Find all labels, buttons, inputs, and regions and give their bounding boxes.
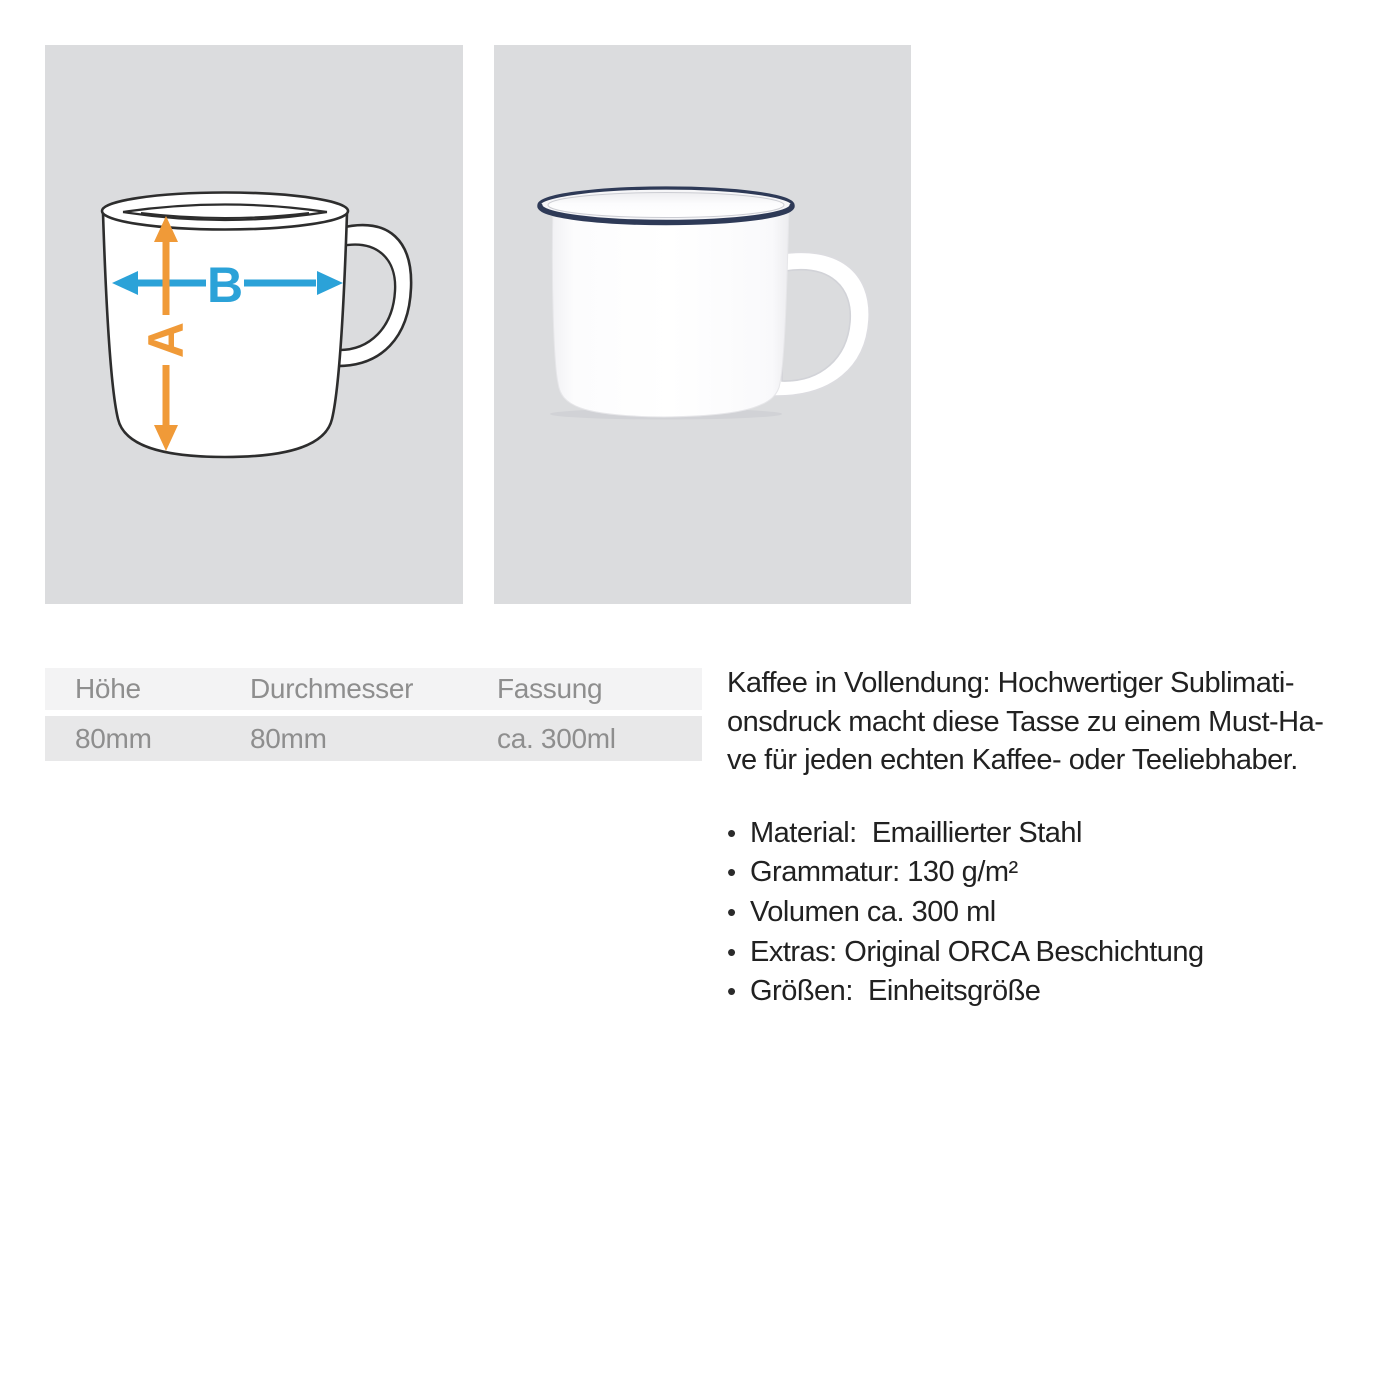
bullet-icon: • bbox=[727, 976, 736, 1007]
label-a: A bbox=[138, 321, 194, 359]
feature-item-groessen: • Größen: Einheitsgröße bbox=[727, 972, 1387, 1012]
description-line: Kaffee in Vollendung: Hochwertiger Sublimati- bbox=[727, 667, 1294, 699]
spec-header-hoehe: Höhe bbox=[75, 673, 141, 704]
bullet-icon: • bbox=[727, 817, 736, 848]
description-line: onsdruck macht diese Tasse zu einem Must-Ha- bbox=[727, 705, 1324, 738]
mug-dimension-diagram bbox=[45, 45, 463, 604]
spec-value-hoehe: 80mm bbox=[75, 723, 152, 754]
feature-item-material: • Material: Emaillierter Stahl bbox=[727, 814, 1387, 854]
spec-value-fassung: ca. 300ml bbox=[497, 723, 616, 754]
photo-mug-opening bbox=[548, 193, 784, 218]
spec-table bbox=[45, 668, 702, 761]
diagram-mug-rim bbox=[102, 193, 348, 230]
label-b: B bbox=[206, 257, 244, 313]
photo-mug-body bbox=[552, 205, 789, 417]
spec-header-durchmesser: Durchmesser bbox=[250, 673, 414, 704]
spec-value-durchmesser: 80mm bbox=[250, 723, 327, 754]
bullet-icon: • bbox=[727, 857, 736, 888]
product-description bbox=[727, 664, 1387, 1012]
feature-item-grammatur: • Grammatur: 130 g/m² bbox=[727, 853, 1387, 893]
dimension-diagram-panel bbox=[45, 45, 463, 604]
feature-list bbox=[727, 814, 1387, 1012]
bullet-icon: • bbox=[727, 936, 736, 967]
spec-header-fassung: Fassung bbox=[497, 673, 603, 704]
spec-table-value-row bbox=[45, 716, 702, 761]
feature-item-volumen: • Volumen ca. 300 ml bbox=[727, 893, 1387, 933]
enamel-mug-photo bbox=[494, 45, 911, 604]
bullet-icon: • bbox=[727, 896, 736, 927]
feature-item-extras: • Extras: Original ORCA Beschichtung bbox=[727, 933, 1387, 973]
product-photo-panel bbox=[494, 45, 911, 604]
description-line: ve für jeden echten Kaffee- oder Teeliebhaber. bbox=[727, 744, 1298, 777]
spec-table-header-row bbox=[45, 668, 702, 710]
